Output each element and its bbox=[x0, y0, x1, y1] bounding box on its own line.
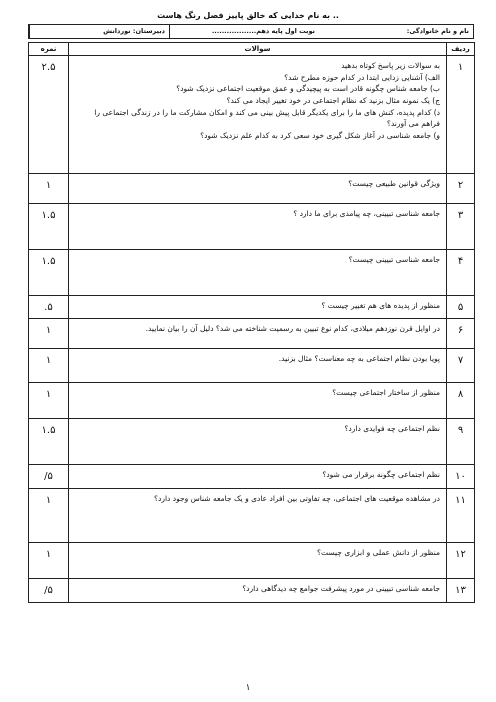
question-score: ۱.۵ bbox=[29, 419, 69, 465]
question-score: /۵ bbox=[29, 465, 69, 489]
question-line: جامعه شناسی تبیینی، چه پیامدی برای ما دارد ؟ bbox=[293, 209, 440, 218]
page-number: ۱ bbox=[245, 683, 251, 693]
question-text bbox=[69, 465, 447, 489]
question-number: ۱۲ bbox=[447, 543, 475, 579]
questions-table bbox=[28, 42, 475, 603]
question-line: نظم اجتماعی چه فوایدی دارد؟ bbox=[344, 424, 440, 433]
question-number: ۲ bbox=[447, 174, 475, 204]
question-number: ۷ bbox=[447, 349, 475, 383]
question-text bbox=[69, 579, 447, 603]
question-number: ۱ bbox=[447, 56, 475, 174]
question-line: به سوالات زیر پاسخ کوتاه بدهید bbox=[341, 61, 440, 70]
question-number: ۶ bbox=[447, 319, 475, 349]
question-row bbox=[29, 419, 475, 465]
question-score: ۲.۵ bbox=[29, 56, 69, 174]
question-number: ۳ bbox=[447, 204, 475, 250]
question-line: ب) جامعه شناس چگونه قادر است به پیچیدگی و عمق موقعیت اجتماعی نزدیک شود؟ bbox=[176, 84, 440, 94]
page-title: به نام خدایی که خالق پاییز فصل رنگ هاست .. bbox=[157, 11, 339, 20]
question-score: .۵ bbox=[29, 296, 69, 319]
column-header-score: نمره bbox=[29, 43, 69, 56]
table-header-row bbox=[29, 43, 475, 56]
question-number: ۱۰ bbox=[447, 465, 475, 489]
question-score: /۵ bbox=[29, 579, 69, 603]
question-score: ۱.۵ bbox=[29, 250, 69, 296]
class-field: نوبت اول پایه دهم.................. bbox=[169, 25, 319, 38]
question-text bbox=[69, 250, 447, 296]
question-number: ۱۱ bbox=[447, 489, 475, 543]
question-number: ۴ bbox=[447, 250, 475, 296]
question-score: ۱ bbox=[29, 489, 69, 543]
question-row bbox=[29, 349, 475, 383]
question-text bbox=[69, 489, 447, 543]
student-name-field: نام و نام خانوادگی: bbox=[406, 27, 469, 35]
question-line: ج) یک نمونه مثال بزنید که نظام اجتماعی در خود تغییر ایجاد می کند؟ bbox=[226, 95, 440, 105]
question-row bbox=[29, 489, 475, 543]
question-line: منظور از پدیده های هم تغییر چیست ؟ bbox=[321, 301, 440, 310]
question-line: پویا بودن نظام اجتماعی به چه معناست؟ مثال بزنید. bbox=[278, 354, 440, 363]
question-score: ۱ bbox=[29, 349, 69, 383]
question-line: منظور از دانش عملی و ابزاری چیست؟ bbox=[317, 548, 440, 557]
question-text bbox=[69, 296, 447, 319]
question-row bbox=[29, 250, 475, 296]
question-line: و) جامعه شناسی در آغاز شکل گیری خود سعی کرد به کدام علم نزدیک شود؟ bbox=[200, 130, 440, 140]
question-text bbox=[69, 174, 447, 204]
question-line: نظم اجتماعی چگونه برقرار می شود؟ bbox=[322, 470, 440, 479]
question-line: در مشاهده موقعیت های اجتماعی، چه تفاوتی بین افراد عادی و یک جامعه شناس وجود دارد؟ bbox=[154, 494, 440, 503]
column-header-questions: سوالات bbox=[69, 43, 447, 56]
question-score: ۱.۵ bbox=[29, 204, 69, 250]
question-number: ۸ bbox=[447, 383, 475, 419]
question-row bbox=[29, 56, 475, 174]
question-text bbox=[69, 204, 447, 250]
question-row bbox=[29, 319, 475, 349]
question-line: ویژگی قوانین طبیعی چیست؟ bbox=[348, 179, 440, 188]
question-line: جامعه شناسی تبیینی در مورد پیشرفت جوامع چه دیدگاهی دارد؟ bbox=[242, 584, 440, 593]
question-line: الف) آشنایی زدایی ابتدا در کدام حوزه مطرح شد؟ bbox=[284, 72, 440, 82]
question-score: ۱ bbox=[29, 543, 69, 579]
question-score: ۱ bbox=[29, 383, 69, 419]
question-number: ۹ bbox=[447, 419, 475, 465]
school-field: دبیرستان: نوردانش bbox=[29, 25, 169, 38]
question-row bbox=[29, 174, 475, 204]
question-row bbox=[29, 204, 475, 250]
column-header-number: ردیف bbox=[447, 43, 475, 56]
question-text bbox=[69, 419, 447, 465]
question-row bbox=[29, 383, 475, 419]
question-text bbox=[69, 349, 447, 383]
exam-header bbox=[28, 24, 474, 39]
question-score: ۱ bbox=[29, 319, 69, 349]
question-number: ۱۳ bbox=[447, 579, 475, 603]
question-text bbox=[69, 543, 447, 579]
question-row bbox=[29, 296, 475, 319]
question-row bbox=[29, 465, 475, 489]
question-line: د) کدام پدیده، کنش های ما را برای یکدیگر قابل پیش بینی می کند و امکان مشارکت ما را در زندگی اجتماعی را فراهم می آورند؟ bbox=[94, 107, 440, 129]
question-number: ۵ bbox=[447, 296, 475, 319]
question-line: در اوایل قرن نوزدهم میلادی، کدام نوع تبیین به رسمیت شناخته می شد؟ دلیل آن را بیان نمایید. bbox=[145, 324, 440, 333]
question-score: ۱ bbox=[29, 174, 69, 204]
question-row bbox=[29, 579, 475, 603]
question-line: جامعه شناسی تبیینی چیست؟ bbox=[348, 255, 440, 264]
question-text bbox=[69, 383, 447, 419]
question-row bbox=[29, 543, 475, 579]
question-line: منظور از ساختار اجتماعی چیست؟ bbox=[332, 388, 440, 397]
question-text bbox=[69, 319, 447, 349]
question-text bbox=[69, 56, 447, 174]
